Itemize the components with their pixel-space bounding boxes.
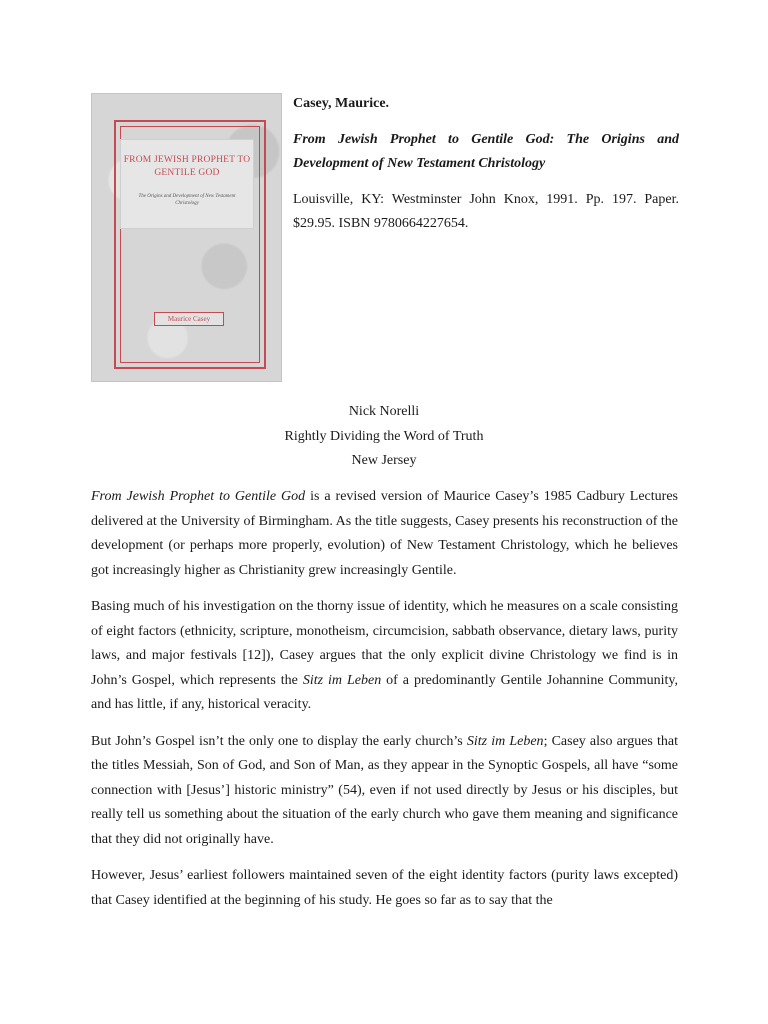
italic-title: From Jewish Prophet to Gentile God (91, 489, 306, 504)
cover-subtitle: The Origins and Development of New Testament Christology (138, 194, 236, 206)
paragraph: But John’s Gospel isn’t the only one to display the early church’s Sitz im Leben; Casey also argues that the titles Messiah, Son of God, and Son of Man, as they appear in the Synoptic Gospels, all have “some connection with [Jesus’] historic ministry” (54), even if not used directly by Jesus or his disciples, but really tell us something about the situation of the early church who gave them meaning and significance that they did not originally have. (91, 733, 678, 847)
paragraph: From Jewish Prophet to Gentile God is a revised version of Maurice Casey’s 1985 Cadbury Lectures delivered at the University of Birmingham. As the title suggests, Casey presents his reconstruction of the development (or perhaps more properly, evolution) of New Testament Christology, which he believes got increasingly higher as Christianity grew increasingly Gentile. (91, 489, 678, 578)
reviewer-block (0, 400, 768, 474)
reviewer-affiliation: Rightly Dividing the Word of Truth (284, 428, 484, 444)
reviewer-location: New Jersey (351, 453, 417, 468)
publication-info: Louisville, KY: Westminster John Knox, 1991. Pp. 197. Paper. $29.95. ISBN 9780664227654. (293, 192, 679, 231)
book-cover-image (91, 93, 282, 382)
reviewer-name: Nick Norelli (348, 404, 420, 419)
cover-title-panel (120, 139, 254, 229)
paragraph: However, Jesus’ earliest followers maintained seven of the eight identity factors (purity laws excepted) that Casey identified at the beginning of his study. He goes so far as to say that the (91, 868, 678, 908)
cover-title: FROM JEWISH PROPHET TO GENTILE GOD (123, 155, 251, 178)
book-title: From Jewish Prophet to Gentile God: The Origins and Development of New Testament Christology (293, 132, 679, 171)
book-author: Casey, Maurice. (293, 96, 390, 111)
bibliographic-info (293, 92, 679, 236)
review-body (91, 485, 678, 925)
paragraph: Basing much of his investigation on the thorny issue of identity, which he measures on a scale consisting of eight factors (ethnicity, scripture, monotheism, circumcision, sabbath observance, dietary laws, purity laws, and major festivals [12]), Casey argues that the only explicit divine Christology we find is in John’s Gospel, which represents the Sitz im Leben of a predominantly Gentile Johannine Community, and has little, if any, historical veracity. (91, 599, 678, 712)
cover-author: Maurice Casey (154, 312, 224, 326)
